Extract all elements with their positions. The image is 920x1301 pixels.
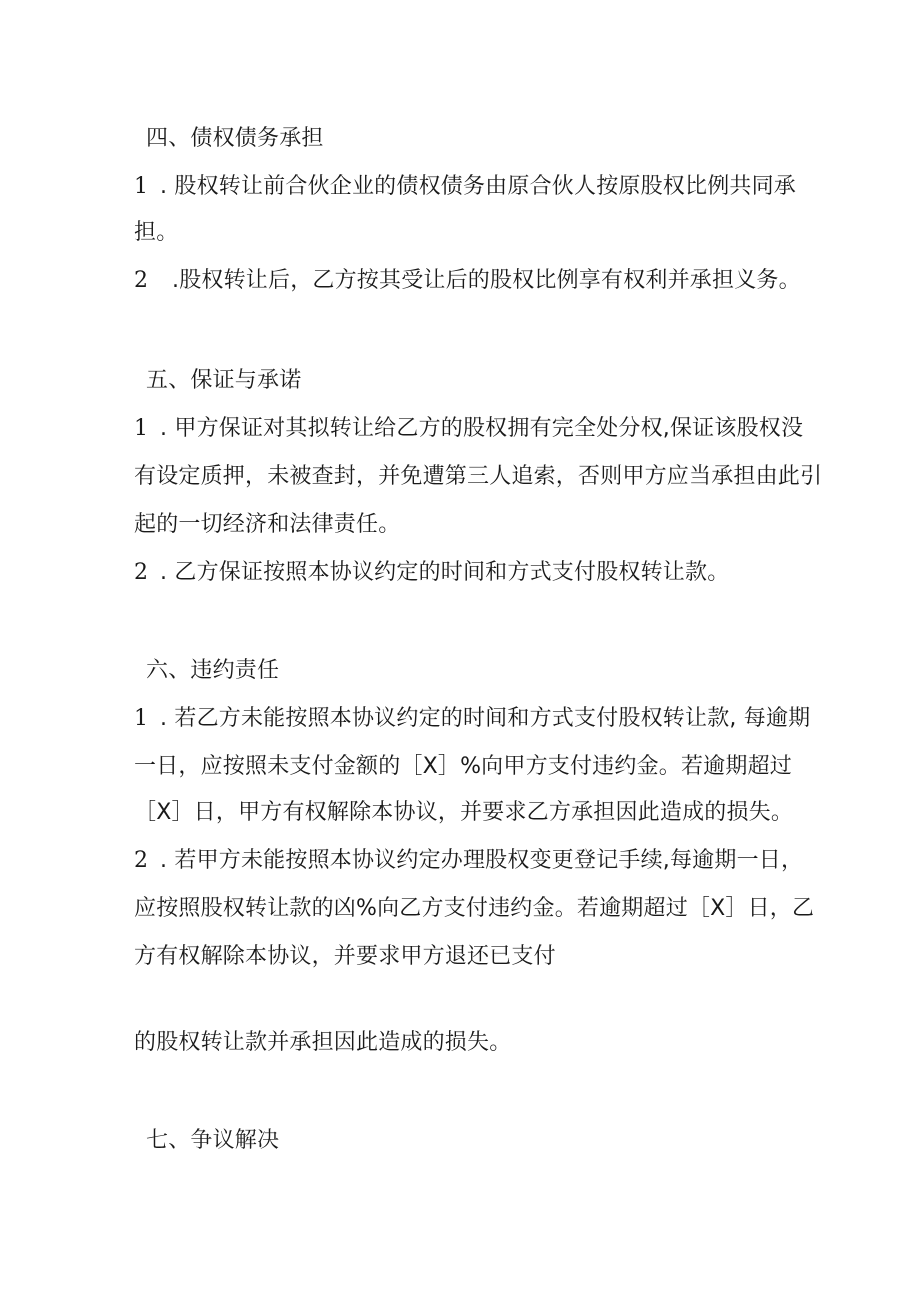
clause-number: 1 — [134, 416, 149, 441]
clause-number: 1 — [134, 174, 149, 199]
clause-line — [134, 510, 814, 540]
clause-line — [134, 798, 814, 828]
section-heading-disputes: 七、争议解决 — [146, 1128, 280, 1153]
clause-line — [134, 942, 814, 972]
clause-line — [134, 704, 814, 734]
section-heading-liability: 六、违约责任 — [146, 658, 280, 683]
clause-text: 方有权解除本协议，并要求甲方退还已支付 — [134, 944, 556, 969]
section-heading-guarantees: 五、保证与承诺 — [146, 368, 302, 393]
clause-text: . 乙方保证按照本协议约定的时间和方式支付股权转让款。 — [160, 560, 730, 585]
clause-text: 担。 — [134, 220, 179, 245]
clause-text: .股权转让后，乙方按其受让后的股权比例享有权利并承担义务。 — [172, 268, 801, 293]
clause-line — [134, 1028, 814, 1058]
clause-text: 起的一切经济和法律责任。 — [134, 512, 401, 537]
clause-line — [134, 266, 814, 296]
clause-line — [134, 894, 814, 924]
clause-line — [134, 172, 814, 202]
clause-line — [134, 558, 814, 588]
clause-text: 有设定质押，未被查封，并免遭第三人追索，否则甲方应当承担由此引 — [134, 464, 823, 489]
clause-text: . 若甲方未能按照本协议约定办理股权变更登记手续,每逾期一日， — [160, 848, 804, 873]
clause-number: 2 — [134, 268, 149, 293]
clause-line — [134, 218, 814, 248]
clause-text: ［X］日，甲方有权解除本协议，并要求乙方承担因此造成的损失。 — [134, 800, 794, 825]
clause-text: 的股权转让款并承担因此造成的损失。 — [134, 1030, 512, 1055]
clause-number: 2 — [134, 848, 149, 873]
clause-text: . 甲方保证对其拟转让给乙方的股权拥有完全处分权,保证该股权没 — [160, 416, 804, 441]
clause-text: 应按照股权转让款的凶%向乙方支付违约金。若逾期超过［X］日，乙 — [134, 896, 815, 921]
clause-line — [134, 414, 814, 444]
clause-number: 1 — [134, 706, 149, 731]
clause-line — [134, 462, 823, 492]
clause-number: 2 — [134, 560, 149, 585]
section-heading-debts: 四、债权债务承担 — [146, 126, 324, 151]
clause-text: 一日，应按照未支付金额的［X］%向甲方支付违约金。若逾期超过 — [134, 754, 792, 779]
clause-text: . 股权转让前合伙企业的债权债务由原合伙人按原股权比例共同承 — [160, 174, 796, 199]
clause-line — [134, 752, 814, 782]
clause-line — [134, 846, 814, 876]
clause-text: . 若乙方未能按照本协议约定的时间和方式支付股权转让款, 每逾期 — [160, 706, 811, 731]
